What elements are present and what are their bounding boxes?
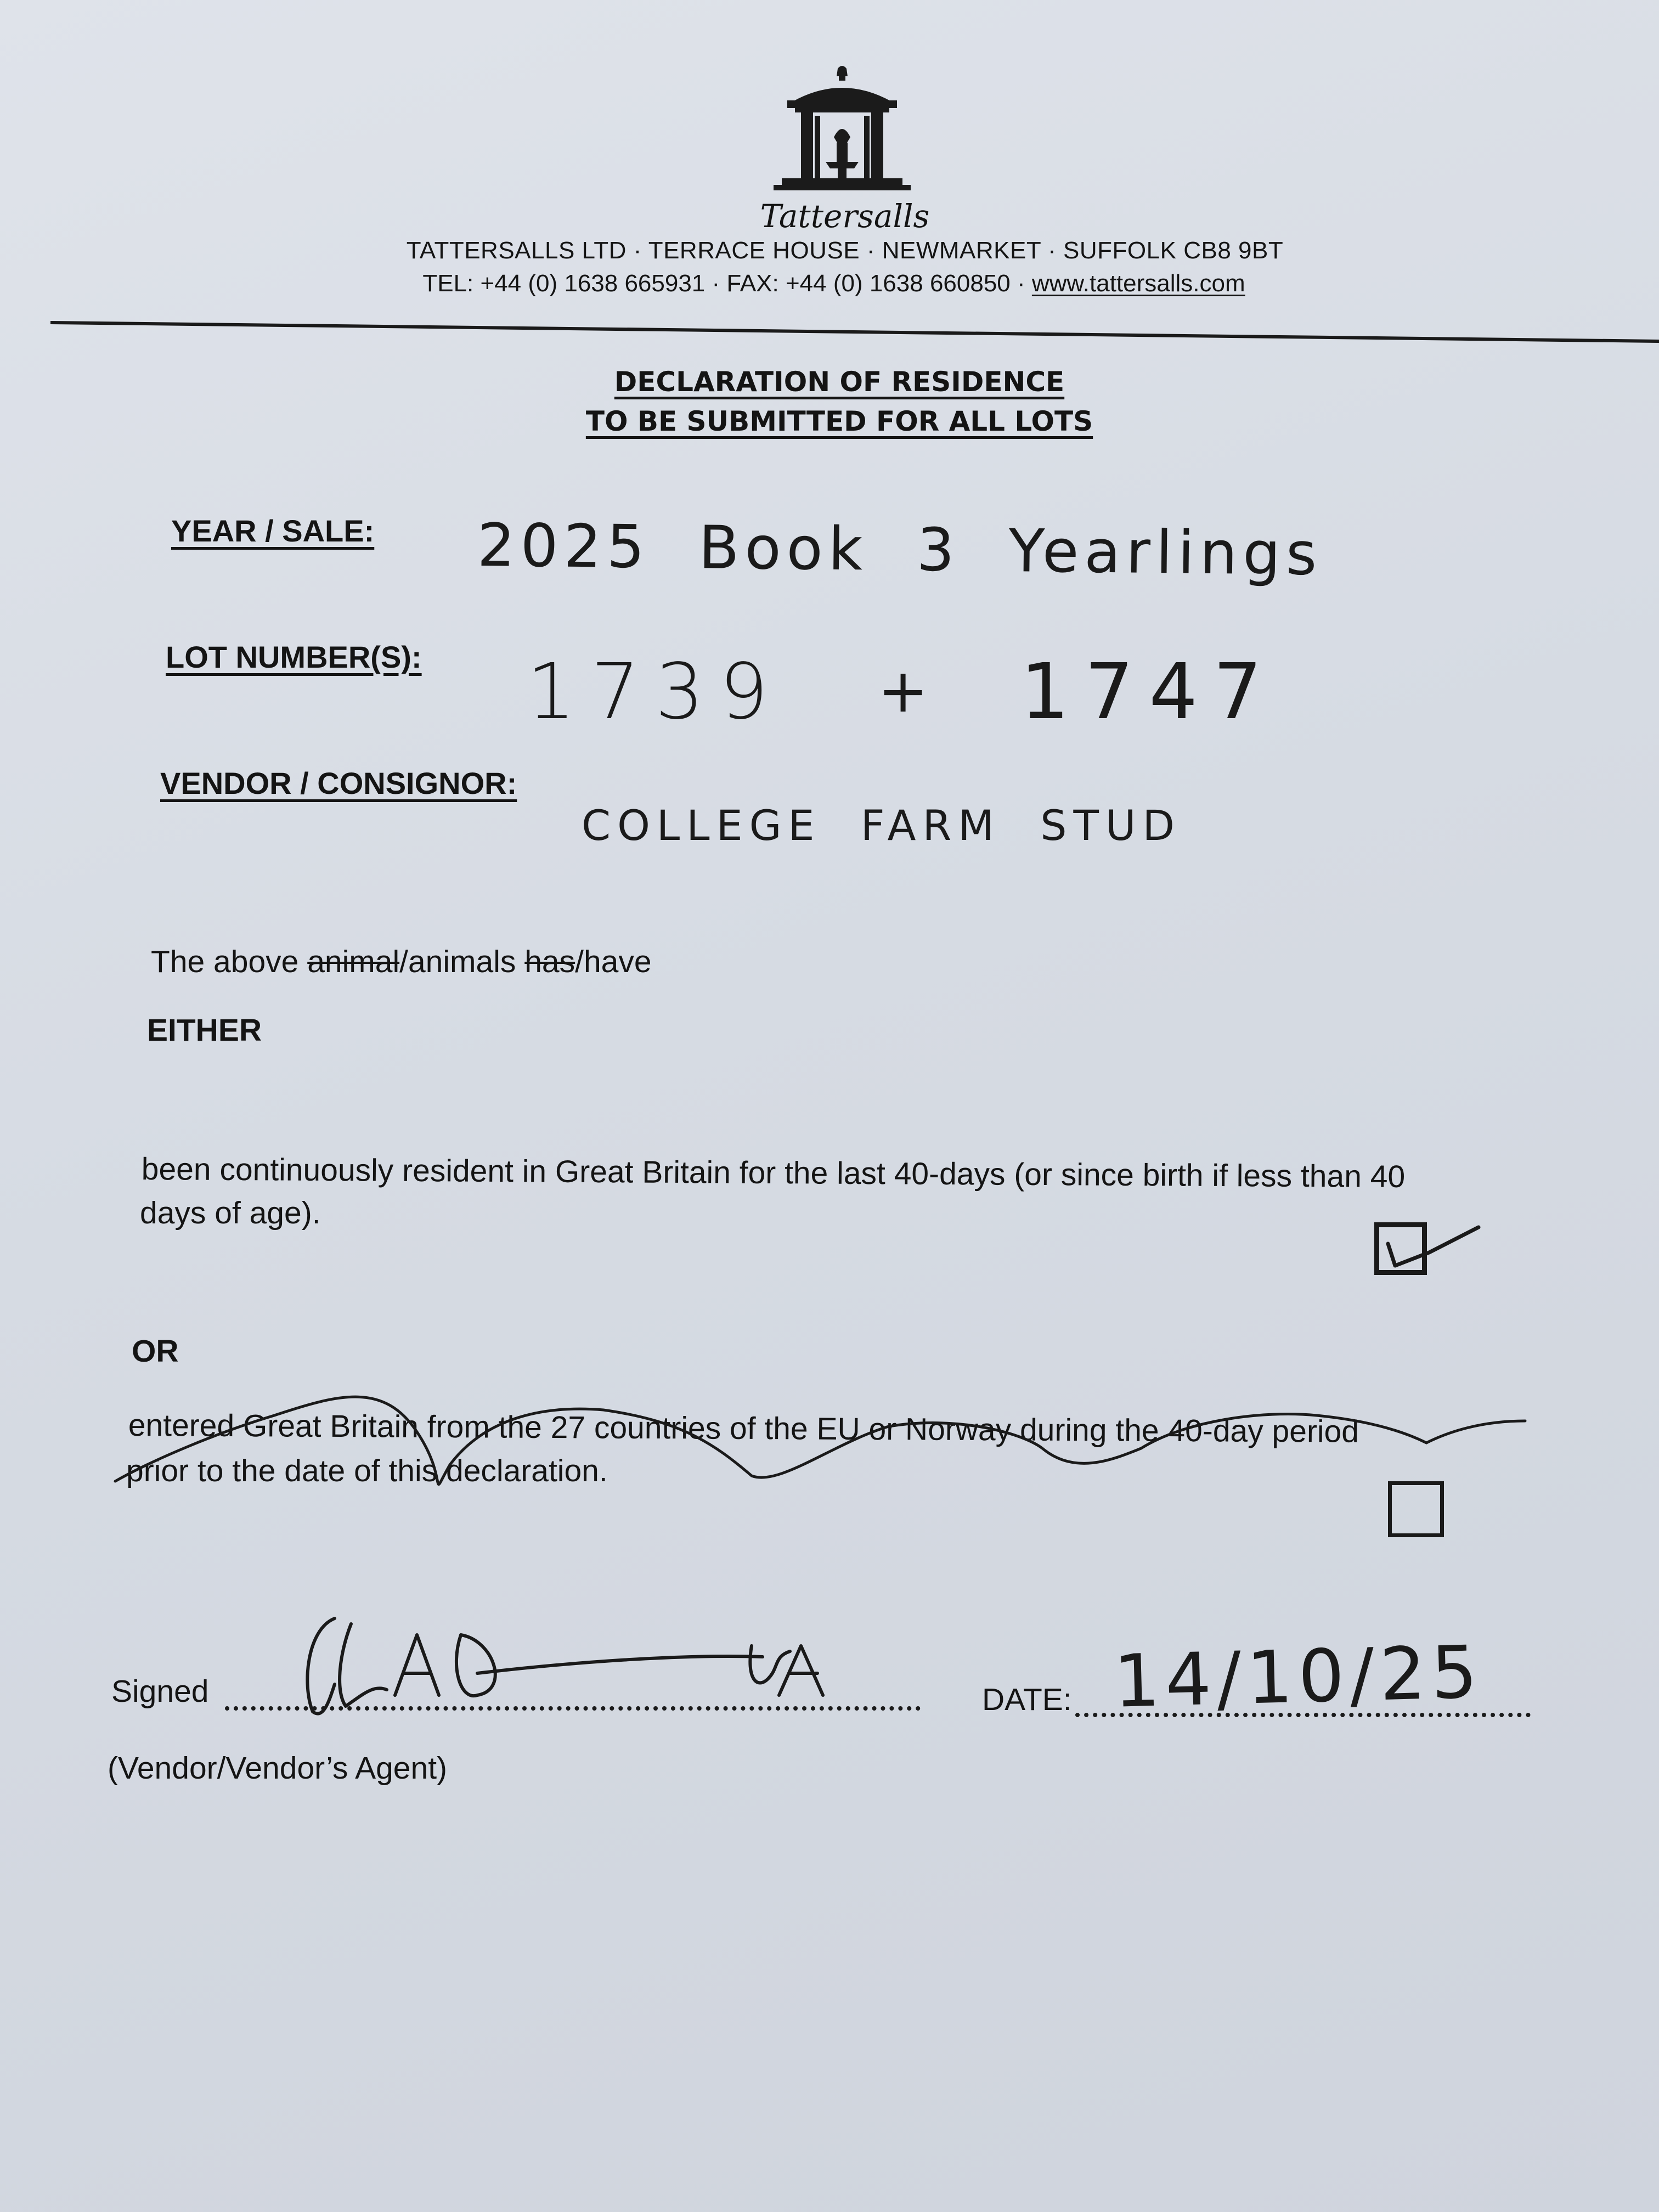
- option-1-line-1: been continuously resident in Great Britain for the last 40-days (or since birth if less than 40: [141, 1152, 1406, 1195]
- date-label: DATE:: [982, 1682, 1072, 1717]
- statement-suffix: /have: [575, 944, 652, 979]
- option-2-line-1: entered Great Britain from the 27 countries of the EU or Norway during the 40-day period: [128, 1408, 1359, 1449]
- tattersalls-pavilion-logo: [771, 63, 913, 200]
- or-heading: OR: [132, 1334, 179, 1369]
- option-2-checkbox[interactable]: [1388, 1481, 1444, 1537]
- either-heading: EITHER: [147, 1013, 262, 1048]
- lot-number-2[interactable]: 1747: [1020, 647, 1278, 737]
- statement-prefix: The above: [151, 944, 308, 979]
- lot-number-1[interactable]: 1739: [527, 647, 784, 737]
- statement-text: [151, 944, 652, 980]
- struck-animal: animal: [307, 944, 400, 979]
- handwritten-signature: [296, 1602, 867, 1723]
- header-divider-line: [0, 313, 1659, 346]
- form-title-line-2: TO BE SUBMITTED FOR ALL LOTS: [585, 405, 1093, 437]
- letterhead-contact: [307, 270, 1361, 297]
- letterhead-address: TATTERSALLS LTD · TERRACE HOUSE · NEWMARKET · SUFFOLK CB8 9BT: [406, 237, 1284, 264]
- statement-middle: /animals: [399, 944, 525, 979]
- lot-plus-sign: +: [878, 656, 929, 726]
- form-title: [505, 362, 1174, 441]
- signed-label: Signed: [111, 1674, 209, 1709]
- website-link[interactable]: www.tattersalls.com: [1031, 270, 1245, 297]
- year-sale-label: YEAR / SALE:: [171, 514, 375, 548]
- option-1-line-2: days of age).: [140, 1195, 321, 1231]
- lot-numbers-label: LOT NUMBER(S):: [166, 640, 422, 674]
- vendor-consignor-label: VENDOR / CONSIGNOR:: [160, 766, 517, 800]
- date-value[interactable]: 14/10/25: [1113, 1630, 1484, 1724]
- brand-wordmark: Tattersalls: [760, 198, 930, 235]
- vendor-agent-caption: (Vendor/Vendor’s Agent): [108, 1751, 448, 1786]
- form-title-line-1: DECLARATION OF RESIDENCE: [614, 366, 1065, 398]
- option-2-crossout-scribble: [110, 1361, 1547, 1503]
- struck-has: has: [524, 944, 575, 979]
- contact-numbers: TEL: +44 (0) 1638 665931 · FAX: +44 (0) 1638 660850 ·: [422, 270, 1032, 297]
- year-sale-value[interactable]: 2025 Book 3 Yearlings: [477, 511, 1323, 589]
- vendor-consignor-value[interactable]: COLLEGE FARM STUD: [582, 801, 1182, 850]
- check-mark-icon: [1369, 1215, 1489, 1281]
- option-2-line-2: prior to the date of this declaration.: [126, 1453, 608, 1488]
